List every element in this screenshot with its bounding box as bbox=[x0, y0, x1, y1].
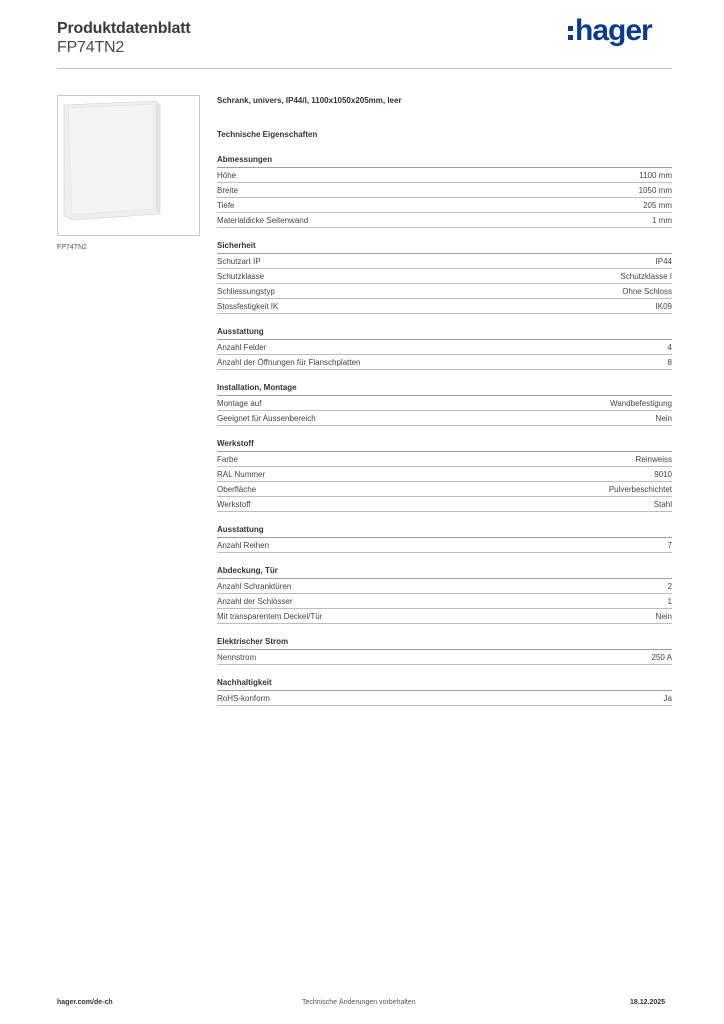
property-value: Nein bbox=[655, 611, 672, 621]
property-label: Materialdicke Seitenwand bbox=[217, 215, 309, 225]
product-description: Schrank, univers, IP44/I, 1100x1050x205mm, leer bbox=[217, 96, 402, 105]
product-image bbox=[57, 95, 200, 236]
property-row bbox=[217, 213, 672, 228]
properties-section bbox=[217, 240, 672, 314]
properties-section bbox=[217, 438, 672, 512]
property-value: Wandbefestigung bbox=[610, 398, 672, 408]
properties-sections bbox=[217, 154, 672, 706]
properties-section bbox=[217, 524, 672, 553]
technical-properties-heading: Technische Eigenschaften bbox=[217, 130, 318, 139]
page-title: Produktdatenblatt bbox=[57, 20, 191, 37]
property-label: Anzahl der Öffnungen für Flanschplatten bbox=[217, 357, 361, 367]
property-value: 250 A bbox=[651, 652, 672, 662]
property-label: Farbe bbox=[217, 454, 238, 464]
property-row bbox=[217, 198, 672, 213]
property-value: 9010 bbox=[654, 469, 672, 479]
property-row bbox=[217, 299, 672, 314]
section-title: Abdeckung, Tür bbox=[217, 565, 672, 579]
property-row bbox=[217, 168, 672, 183]
property-row bbox=[217, 482, 672, 497]
section-title: Elektrischer Strom bbox=[217, 636, 672, 650]
property-value: 1100 mm bbox=[639, 170, 672, 180]
properties-section bbox=[217, 636, 672, 665]
property-label: Anzahl Reihen bbox=[217, 540, 270, 550]
property-label: Anzahl Schranktüren bbox=[217, 581, 292, 591]
property-label: Schutzart IP bbox=[217, 256, 261, 266]
product-code: FP74TN2 bbox=[57, 39, 125, 56]
property-row bbox=[217, 284, 672, 299]
property-row bbox=[217, 269, 672, 284]
property-label: RAL Nummer bbox=[217, 469, 266, 479]
property-label: RoHS-konform bbox=[217, 693, 270, 703]
property-row bbox=[217, 467, 672, 482]
property-value: 1 bbox=[667, 596, 672, 606]
property-row bbox=[217, 609, 672, 624]
property-label: Montage auf bbox=[217, 398, 262, 408]
property-row bbox=[217, 579, 672, 594]
section-title: Sicherheit bbox=[217, 240, 672, 254]
property-value: Ohne Schloss bbox=[622, 286, 672, 296]
section-title: Ausstattung bbox=[217, 326, 672, 340]
cabinet-illustration bbox=[58, 96, 199, 235]
property-row bbox=[217, 396, 672, 411]
section-title: Abmessungen bbox=[217, 154, 672, 168]
image-caption: FP74TN2 bbox=[57, 244, 87, 251]
property-value: Nein bbox=[655, 413, 672, 423]
property-label: Oberfläche bbox=[217, 484, 257, 494]
property-value: Reinweiss bbox=[635, 454, 672, 464]
property-row bbox=[217, 497, 672, 512]
property-label: Stossfestigkeit IK bbox=[217, 301, 279, 311]
logo-dots-icon bbox=[568, 26, 573, 40]
property-label: Geeignet für Aussenbereich bbox=[217, 413, 316, 423]
properties-section bbox=[217, 154, 672, 228]
properties-section bbox=[217, 326, 672, 370]
properties-section bbox=[217, 565, 672, 624]
properties-section bbox=[217, 677, 672, 706]
property-row bbox=[217, 452, 672, 467]
property-value: Pulverbeschichtet bbox=[608, 484, 672, 494]
property-row bbox=[217, 355, 672, 370]
footer-notice: Technische Änderungen vorbehalten bbox=[302, 999, 416, 1006]
property-row bbox=[217, 254, 672, 269]
property-value: 2 bbox=[667, 581, 672, 591]
property-row bbox=[217, 594, 672, 609]
property-value: 1 mm bbox=[652, 215, 672, 225]
property-label: Schliessungstyp bbox=[217, 286, 275, 296]
property-value: IP44 bbox=[655, 256, 672, 266]
property-label: Tiefe bbox=[217, 200, 235, 210]
property-label: Höhe bbox=[217, 170, 237, 180]
property-value: Ja bbox=[663, 693, 672, 703]
footer-website: hager.com/de-ch bbox=[57, 999, 113, 1006]
property-row bbox=[217, 538, 672, 553]
main-content bbox=[217, 96, 672, 706]
hager-logo bbox=[568, 14, 658, 48]
property-label: Werkstoff bbox=[217, 499, 251, 509]
logo-text: hager bbox=[575, 14, 652, 47]
property-value: 205 mm bbox=[643, 200, 672, 210]
section-title: Installation, Montage bbox=[217, 382, 672, 396]
section-title: Ausstattung bbox=[217, 524, 672, 538]
property-label: Nennstrom bbox=[217, 652, 257, 662]
property-value: 8 bbox=[667, 357, 672, 367]
footer-date: 18.12.2025 bbox=[630, 999, 666, 1006]
property-label: Anzahl der Schlösser bbox=[217, 596, 293, 606]
property-value: IK09 bbox=[655, 301, 672, 311]
property-row bbox=[217, 340, 672, 355]
property-row bbox=[217, 411, 672, 426]
property-label: Breite bbox=[217, 185, 238, 195]
property-row bbox=[217, 183, 672, 198]
header-divider bbox=[57, 68, 672, 69]
property-value: 4 bbox=[667, 342, 672, 352]
property-row bbox=[217, 650, 672, 665]
property-value: 7 bbox=[667, 540, 672, 550]
properties-section bbox=[217, 382, 672, 426]
property-label: Mit transparentem Deckel/Tür bbox=[217, 611, 323, 621]
section-title: Werkstoff bbox=[217, 438, 672, 452]
property-value: Stahl bbox=[653, 499, 672, 509]
property-label: Schutzklasse bbox=[217, 271, 265, 281]
property-label: Anzahl Felder bbox=[217, 342, 267, 352]
property-row bbox=[217, 691, 672, 706]
property-value: Schutzklasse I bbox=[620, 271, 672, 281]
section-title: Nachhaltigkeit bbox=[217, 677, 672, 691]
property-value: 1050 mm bbox=[638, 185, 672, 195]
